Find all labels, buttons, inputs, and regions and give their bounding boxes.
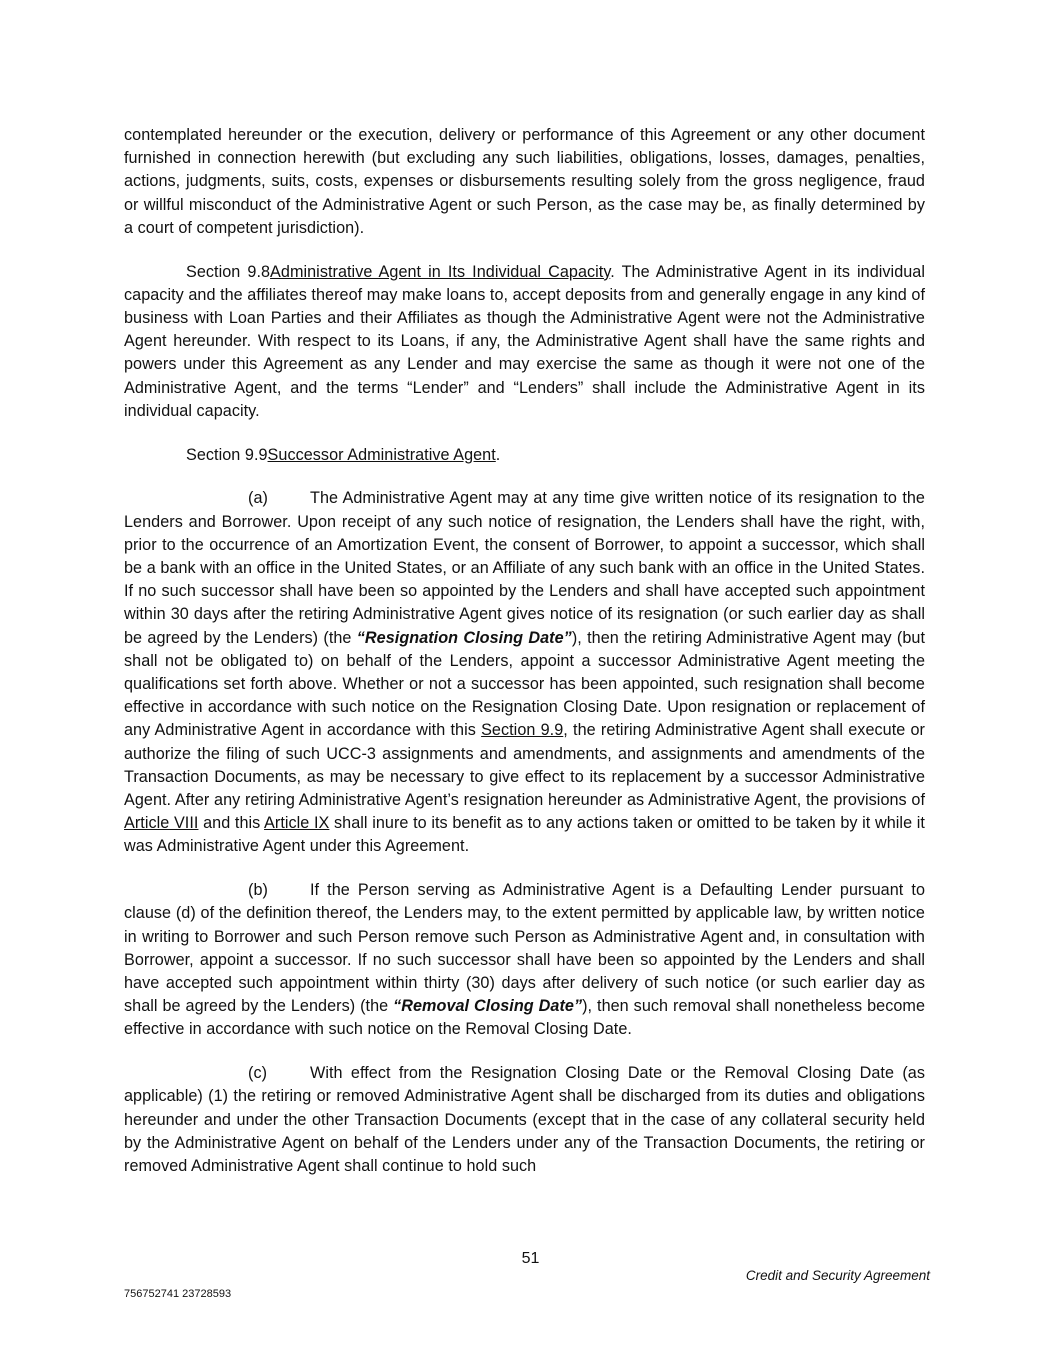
clause-c bbox=[124, 1062, 925, 1178]
section-heading-tail: . bbox=[495, 445, 501, 464]
clause-text: , the retiring Administrative Agent shall execute or authorize the filing of such UCC-3 assignments and amendments, and assignments and amendments of the Transaction Documents, as may be necessary to give effect to its replacement by a successor Administrative Agent. After any retiring Administrative Agent’s resignation hereunder as Administrative Agent, the provisions of bbox=[124, 721, 925, 810]
cross-reference: Article IX bbox=[264, 814, 330, 833]
footer-document-title: Credit and Security Agreement bbox=[745, 1268, 930, 1283]
clause-text: The Administrative Agent may at any time give written notice of its resignation to the Lenders and Borrower. Upon receipt of any such notice of resignation, the Lenders shall have the right, with, prior to the occurrence of an Amortization Event, the consent of Borrower, to appoint a successor, which shall be a bank with an office in the United States, or an Affiliate of any such bank with an office in the United States. If no such successor shall have been so appointed by the Lenders and shall have accepted such appointment within 30 days after the retiring Administrative Agent gives notice of its resignation (or such earlier day as shall be agreed by the Lenders) (the bbox=[124, 489, 925, 647]
clause-b bbox=[124, 879, 925, 1041]
clause-a bbox=[124, 487, 925, 858]
page-number: 51 bbox=[521, 1250, 540, 1267]
cross-reference: Section 9.9 bbox=[481, 721, 564, 740]
defined-term: “Removal Closing Date” bbox=[393, 997, 583, 1016]
cross-reference: Article VIII bbox=[124, 814, 199, 833]
section-number: Section 9.8 bbox=[186, 262, 271, 281]
clause-text: ), then such removal shall nonetheless become effective in accordance with such notice on the Removal Closing Date. bbox=[124, 997, 926, 1039]
section-heading: Administrative Agent in Its Individual Capacity bbox=[270, 262, 611, 281]
clause-text: and this bbox=[198, 814, 265, 833]
defined-term: “Resignation Closing Date” bbox=[356, 628, 572, 647]
clause-label: (b) bbox=[248, 881, 268, 900]
clause-label: (a) bbox=[248, 489, 268, 508]
clause-text: shall inure to its benefit as to any actions taken or omitted to be taken by it while it was Administrative Agent under this Agreement. bbox=[124, 814, 925, 856]
clause-text: With effect from the Resignation Closing Date or the Removal Closing Date (as applicable) (1) the retiring or removed Administrative Agent shall be discharged from its duties and obligations hereunder and under the other Transaction Documents (except that in the case of any collateral security held by the Administrative Agent on behalf of the Lenders under any of the Transaction Documents, the retiring or removed Administrative Agent shall continue to hold such bbox=[124, 1064, 925, 1176]
footer-document-id: 756752741 23728593 bbox=[124, 1288, 232, 1300]
section-number: Section 9.9 bbox=[186, 445, 268, 464]
clause-text: ), then the retiring Administrative Agent may (but shall not be obligated to) on behalf of the Lenders, appoint a successor Administrative Agent meeting the qualifications set forth above. Whether or not a successor has been appointed, such resignation shall become effective in accordance with such notice on the Resignation Closing Date. Upon resignation or replacement of any Administrative Agent in accordance with this bbox=[124, 628, 926, 740]
section-9-9 bbox=[124, 444, 925, 467]
section-heading: Successor Administrative Agent bbox=[267, 445, 496, 464]
section-body: . The Administrative Agent in its individual capacity and the affiliates thereof may make loans to, accept deposits from and generally engage in any kind of business with Loan Parties and their Affiliates as though the Administrative Agent were not the Administrative Agent hereunder. With respect to its Loans, if any, the Administrative Agent shall have the same rights and powers under this Agreement as any Lender and may exercise the same as though it were not one of the Administrative Agent, and the terms “Lender” and “Lenders” shall include the Administrative Agent in its individual capacity. bbox=[124, 262, 926, 420]
paragraph-continuation: contemplated hereunder or the execution, delivery or performance of this Agreement or any other document furnished in connection herewith (but excluding any such liabilities, obligations, losses, damages, penalties, actions, judgments, suits, costs, expenses or disbursements resulting solely from the gross negligence, fraud or willful misconduct of the Administrative Agent or such Person, as the case may be, as finally determined by a court of competent jurisdiction). bbox=[124, 126, 925, 237]
clause-text: If the Person serving as Administrative Agent is a Defaulting Lender pursuant to clause (d) of the definition thereof, the Lenders may, to the extent permitted by applicable law, by written notice in writing to Borrower and such Person remove such Person as Administrative Agent and, in consultation with Borrower, appoint a successor. If no such successor shall have been so appointed by the Lenders and shall have accepted such appointment within thirty (30) days after delivery of such notice (or such earlier day as shall be agreed by the Lenders) (the bbox=[124, 881, 925, 1016]
section-9-8 bbox=[124, 261, 925, 423]
clause-label: (c) bbox=[248, 1064, 268, 1083]
document-body bbox=[124, 124, 925, 1199]
